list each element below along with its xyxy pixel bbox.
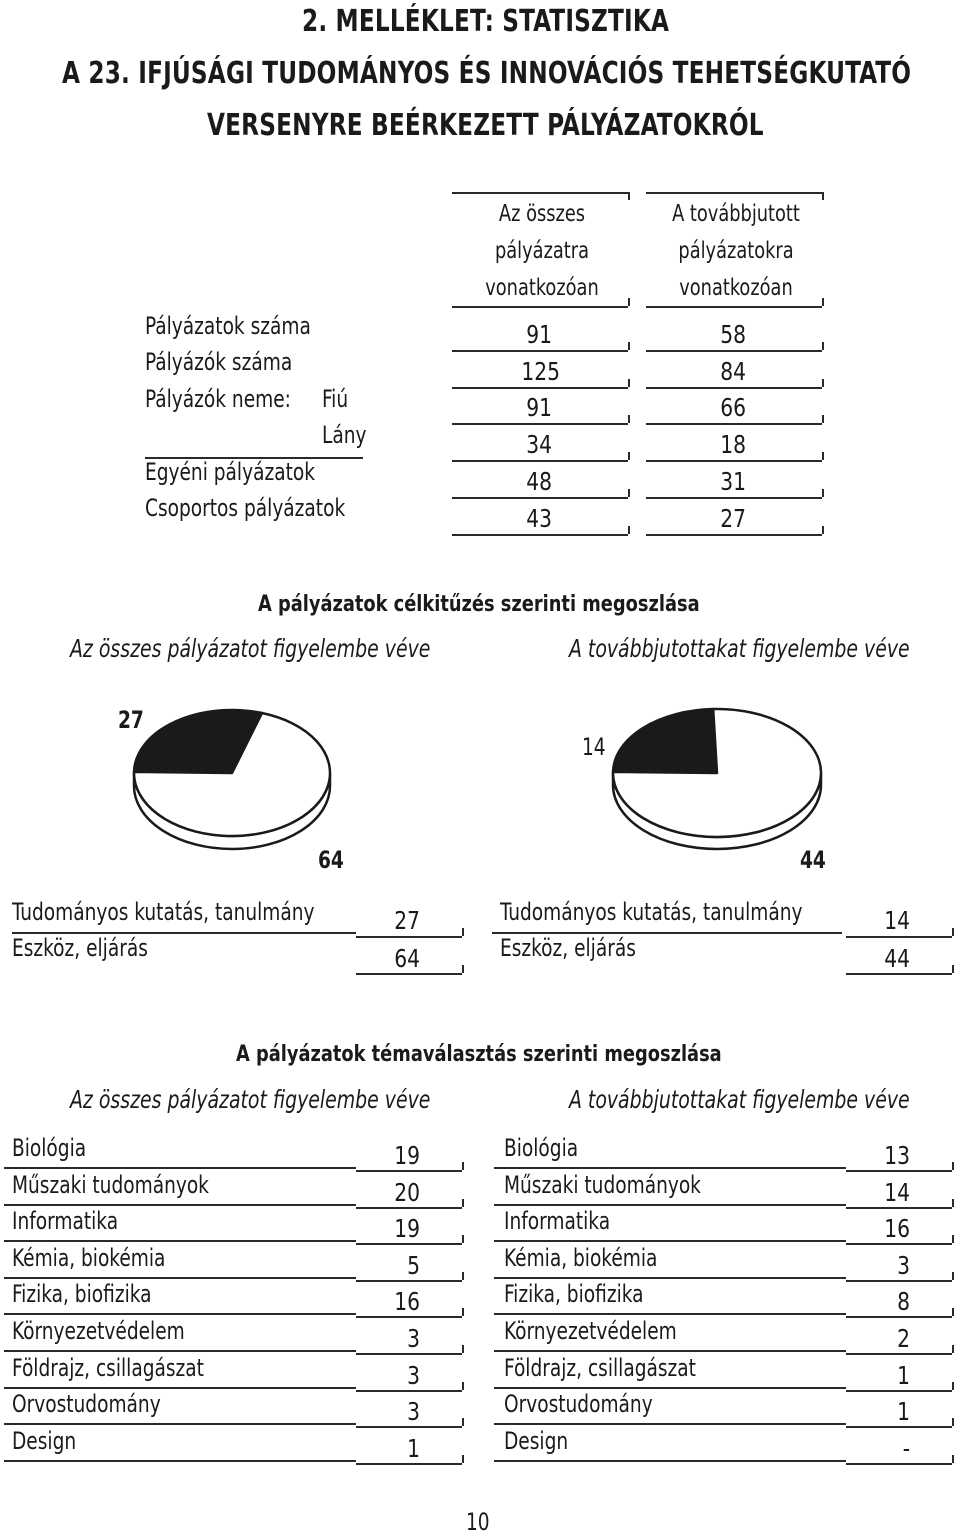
topic-value: 16 <box>884 1214 910 1244</box>
topic-value: 13 <box>884 1141 910 1170</box>
topic-value: 19 <box>394 1214 420 1244</box>
goal-right-subtitle: A továbbjutottakat figyelembe véve <box>569 634 910 663</box>
topic-label: Környezetvédelem <box>12 1317 185 1345</box>
row-value-all: 43 <box>526 504 552 533</box>
row-label: Pályázók száma <box>145 348 293 376</box>
topic-value: 3 <box>407 1397 420 1427</box>
summary-header-all <box>452 192 632 307</box>
row-value-all: 91 <box>526 320 552 349</box>
header-advanced-line-1: A továbbjutott <box>672 201 800 227</box>
row-label: Egyéni pályázatok <box>145 458 315 486</box>
row-value-advanced: 58 <box>720 320 746 349</box>
topic-value: 8 <box>897 1287 910 1317</box>
page-number: 10 <box>466 1508 490 1536</box>
topic-value: 3 <box>407 1360 420 1390</box>
page-title-line-2: A 23. IFJÚSÁGI TUDOMÁNYOS ÉS INNOVÁCIÓS TEHETSÉGKUTATÓ <box>62 56 912 91</box>
legend-value: 64 <box>394 944 420 973</box>
topic-value: 20 <box>394 1177 420 1207</box>
page-title-line-3: VERSENYRE BEÉRKEZETT PÁLYÁZATOKRÓL <box>207 108 764 143</box>
topic-value: 2 <box>897 1324 910 1353</box>
topic-label: Földrajz, csillagászat <box>12 1353 204 1382</box>
row-value-all: 34 <box>526 430 552 459</box>
row-value-all: 91 <box>526 393 552 422</box>
goal-section-title: A pályázatok célkitűzés szerinti megoszlása <box>258 592 700 617</box>
topic-label: Design <box>12 1426 77 1455</box>
row-value-all: 125 <box>521 357 560 386</box>
topic-label: Földrajz, csillagászat <box>504 1353 696 1382</box>
topic-value: 16 <box>394 1287 420 1317</box>
row-value-advanced: 66 <box>720 393 746 422</box>
topic-label: Biológia <box>504 1134 579 1162</box>
topic-right-subtitle: A továbbjutottakat figyelembe véve <box>569 1085 910 1114</box>
row-value-advanced: 31 <box>720 467 746 496</box>
legend-label: Tudományos kutatás, tanulmány <box>500 898 803 926</box>
pie-left-label-first: 27 <box>118 706 144 734</box>
goal-left-subtitle: Az összes pályázatot figyelembe véve <box>70 634 431 663</box>
legend-label: Eszköz, eljárás <box>500 934 636 962</box>
page-title-line-1: 2. MELLÉKLET: STATISZTIKA <box>302 4 670 39</box>
pie-slice-1 <box>613 709 717 773</box>
topic-label: Műszaki tudományok <box>504 1170 701 1199</box>
pie-chart-all <box>134 710 330 849</box>
row-sublabel: Fiú <box>322 385 349 413</box>
header-all-line-3: vonatkozóan <box>485 275 599 301</box>
topic-label: Informatika <box>12 1207 119 1236</box>
topic-label: Környezetvédelem <box>504 1317 677 1345</box>
row-value-advanced: 27 <box>720 504 746 533</box>
pie-chart-advanced <box>613 709 821 849</box>
header-advanced-line-2: pályázatokra <box>678 238 794 264</box>
row-label: Csoportos pályázatok <box>145 494 346 522</box>
pie-right-label-second: 44 <box>800 846 826 874</box>
topic-label: Biológia <box>12 1134 87 1162</box>
pie-right-label-first: 14 <box>582 733 606 761</box>
topic-value: 5 <box>407 1250 420 1280</box>
summary-header-advanced <box>646 192 826 307</box>
row-value-advanced: 84 <box>720 357 746 386</box>
legend-value: 14 <box>884 906 910 935</box>
legend-value: 44 <box>884 944 910 973</box>
topic-value: 14 <box>884 1177 910 1207</box>
header-all-line-2: pályázatra <box>494 238 590 264</box>
topic-label: Fizika, biofizika <box>12 1280 152 1309</box>
topic-value: 19 <box>394 1141 420 1170</box>
row-value-advanced: 18 <box>720 430 746 459</box>
row-label: Pályázók neme: <box>145 385 291 413</box>
legend-label: Tudományos kutatás, tanulmány <box>12 898 315 926</box>
header-advanced-line-3: vonatkozóan <box>679 275 793 301</box>
topic-label: Informatika <box>504 1207 611 1236</box>
legend-label: Eszköz, eljárás <box>12 934 148 962</box>
topic-section-title: A pályázatok témaválasztás szerinti megoszlása <box>236 1042 722 1067</box>
topic-value: 1 <box>897 1397 910 1427</box>
topic-label: Kémia, biokémia <box>504 1243 658 1272</box>
topic-value: 3 <box>897 1250 910 1280</box>
row-value-all: 48 <box>526 467 552 496</box>
row-label: Pályázatok száma <box>145 312 311 340</box>
row-sublabel: Lány <box>322 421 367 449</box>
topic-label: Műszaki tudományok <box>12 1170 209 1199</box>
topic-label: Kémia, biokémia <box>12 1243 166 1272</box>
legend-value: 27 <box>394 906 420 935</box>
pie-left-label-second: 64 <box>318 846 344 874</box>
topic-label: Orvostudomány <box>12 1390 161 1419</box>
topic-label: Orvostudomány <box>504 1390 653 1419</box>
topic-value: 3 <box>407 1324 420 1353</box>
topic-label: Fizika, biofizika <box>504 1280 644 1309</box>
topic-value: 1 <box>897 1360 910 1390</box>
header-all-line-1: Az összes <box>498 201 586 227</box>
topic-value: - <box>902 1433 910 1463</box>
topic-label: Design <box>504 1426 569 1455</box>
topic-left-subtitle: Az összes pályázatot figyelembe véve <box>70 1085 431 1114</box>
topic-value: 1 <box>407 1433 420 1463</box>
